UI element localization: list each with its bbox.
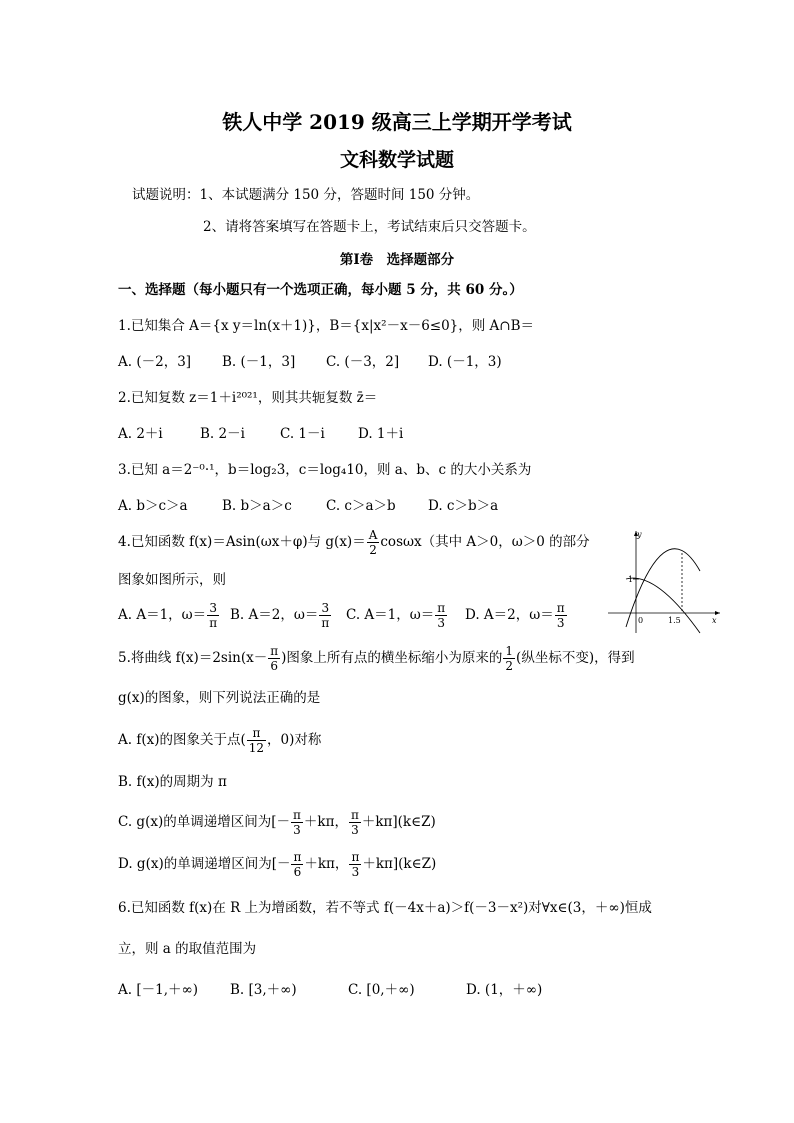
instruction-line-2: 2、请将答案填写在答题卡上，考试结束后只交答题卡。 [203, 219, 536, 235]
q5-option-c-part-a: C. g(x)的单调递增区间为[－ [118, 814, 290, 830]
q5-option-a-frac [247, 726, 266, 755]
q5-option-a-den: 12 [248, 741, 265, 755]
graph-origin-label: 0 [638, 616, 644, 625]
q4-option-b [230, 600, 332, 630]
q3-option-b: B. b＞a＞c [222, 498, 292, 514]
q6-option-a: A. [－1,＋∞) [118, 982, 198, 998]
q5-option-a [118, 725, 321, 755]
q5-option-d-frac-1 [291, 850, 303, 879]
q5-option-a-part-b: ，0)对称 [267, 732, 322, 748]
q5-option-a-part-a: A. f(x)的图象关于点( [118, 732, 246, 748]
q5-option-c-den-2: 3 [351, 823, 359, 837]
graph-tick-y-label: 1 [628, 575, 634, 584]
q4-fraction [367, 528, 380, 557]
q4-option-d-frac [555, 601, 567, 630]
q5-fraction-2 [503, 644, 515, 673]
q5-frac2-num: 1 [505, 644, 514, 658]
q4-option-d-den: 3 [556, 616, 565, 630]
question-5-stem [118, 643, 635, 673]
q3-option-a: A. b＞c＞a [118, 498, 188, 514]
question-4-stem [118, 527, 590, 557]
q4-option-c-num: π [437, 601, 446, 615]
question-4-stem-line-2: 图象如图所示，则 [118, 572, 226, 588]
q5-option-d-den-2: 3 [351, 865, 360, 879]
q4-option-b-frac [319, 601, 331, 630]
q5-option-d-part-b: ＋kπ， [304, 856, 349, 872]
instruction-line-1: 试题说明：1、本试题满分 150 分，答题时间 150 分钟。 [132, 187, 480, 203]
question-1-stem: 1.已知集合 A＝{x y＝ln(x＋1)}，B＝{x|x²－x－6≤0}，则 A∩B＝ [118, 318, 535, 334]
q5-option-d-part-c: ＋kπ](k∈Z) [362, 856, 437, 872]
q2-option-d: D. 1＋i [358, 426, 404, 442]
q5-option-d-num-1: π [293, 850, 302, 864]
q6-option-b: B. [3,＋∞) [230, 982, 297, 998]
q4-stem-part-b: cosωx（其中 A＞0，ω＞0 的部分 [380, 534, 590, 550]
q5-stem-part-a: 5.将曲线 f(x)＝2sin(x－ [118, 650, 268, 666]
q4-frac-num: A [368, 528, 378, 542]
q5-option-c-part-b: ＋kπ， [303, 814, 348, 830]
question-6-stem: 6.已知函数 f(x)在 R 上为增函数，若不等式 f(－4x＋a)＞f(－3－x²)对∀x∈(3，＋∞)恒成 [118, 900, 652, 916]
q6-option-d: D. (1，＋∞) [466, 982, 543, 998]
q1-option-c: C. (－3，2] [326, 354, 400, 370]
part-title: 第Ⅰ卷 选择题部分 [339, 252, 455, 268]
q4-option-c-den: 3 [437, 616, 446, 630]
x-axis-arrow [715, 611, 720, 615]
q4-option-a-text: A. A＝1，ω＝ [118, 607, 207, 623]
q4-stem-part-a: 4.已知函数 f(x)＝Asin(ωx＋φ)与 g(x)＝ [118, 534, 366, 550]
q5-option-b: B. f(x)的周期为 π [118, 774, 227, 790]
q4-option-a-num: 3 [207, 601, 219, 616]
q5-option-d-frac-2 [349, 850, 361, 879]
q4-option-c [346, 600, 448, 630]
graph-x-label: x [712, 616, 717, 625]
question-2-stem: 2.已知复数 z＝1＋i²⁰²¹，则其共轭复数 z̄＝ [118, 390, 378, 406]
q6-option-c: C. [0,＋∞) [348, 982, 415, 998]
q2-option-b: B. 2－i [200, 426, 245, 442]
graph-tick-x-label: 1.5 [668, 616, 681, 625]
q5-stem-part-c: (纵坐标不变)，得到 [516, 650, 635, 666]
q5-frac2-den: 2 [505, 659, 514, 673]
q5-option-c-frac-1 [291, 808, 303, 837]
q3-option-d: D. c＞b＞a [428, 498, 499, 514]
q4-option-b-den: π [321, 616, 330, 630]
q5-option-d-num-2: π [351, 850, 360, 864]
q5-frac1-den: 6 [270, 659, 278, 673]
q5-fraction-1 [268, 644, 280, 673]
q5-option-c-num-1: π [293, 808, 301, 822]
q5-option-a-num: π [247, 726, 266, 741]
q5-option-c [118, 807, 436, 837]
q5-stem-part-b: )图象上所有点的横坐标缩小为原来的 [281, 650, 503, 666]
q4-option-d-num: π [556, 601, 565, 615]
q4-option-a-frac [207, 601, 219, 630]
q4-option-d-text: D. A＝2，ω＝ [465, 607, 554, 623]
q5-frac1-num: π [270, 644, 279, 658]
q5-option-d [118, 849, 436, 879]
q4-frac-den: 2 [369, 543, 377, 557]
q2-option-a: A. 2＋i [118, 426, 163, 442]
q3-option-c: C. c＞a＞b [326, 498, 396, 514]
q4-option-a [118, 600, 220, 630]
q5-option-c-den-1: 3 [293, 823, 301, 837]
q5-option-c-num-2: π [350, 808, 359, 822]
q4-option-c-text: C. A＝1，ω＝ [346, 607, 435, 623]
exam-title: 铁人中学 2019 级高三上学期开学考试 [222, 110, 572, 134]
q4-option-c-frac [435, 601, 447, 630]
q1-option-d: D. (－1，3) [428, 354, 502, 370]
q4-option-b-num: 3 [319, 601, 331, 616]
q4-option-a-den: π [209, 616, 218, 630]
q4-function-graph [604, 527, 724, 637]
question-5-stem-line-2: g(x)的图象，则下列说法正确的是 [118, 690, 321, 706]
question-3-stem: 3.已知 a＝2⁻⁰·¹，b＝log₂3，c＝log₄10，则 a、b、c 的大小关系为 [118, 462, 532, 478]
q5-option-c-part-c: ＋kπ](k∈Z) [361, 814, 436, 830]
section-title: 一、选择题（每小题只有一个选项正确，每小题 5 分，共 60 分。） [118, 282, 523, 298]
graph-y-label: y [637, 530, 642, 539]
q5-option-c-frac-2 [349, 808, 361, 837]
q5-option-d-den-1: 6 [293, 865, 302, 879]
q1-option-b: B. (－1，3] [222, 354, 296, 370]
q4-option-d [465, 600, 568, 630]
q1-option-a: A. (－2，3] [118, 354, 192, 370]
question-6-stem-line-2: 立，则 a 的取值范围为 [118, 941, 257, 957]
q4-option-b-text: B. A＝2，ω＝ [230, 607, 319, 623]
q5-option-d-part-a: D. g(x)的单调递增区间为[－ [118, 856, 291, 872]
q2-option-c: C. 1－i [280, 426, 325, 442]
exam-subtitle: 文科数学试题 [339, 149, 454, 171]
